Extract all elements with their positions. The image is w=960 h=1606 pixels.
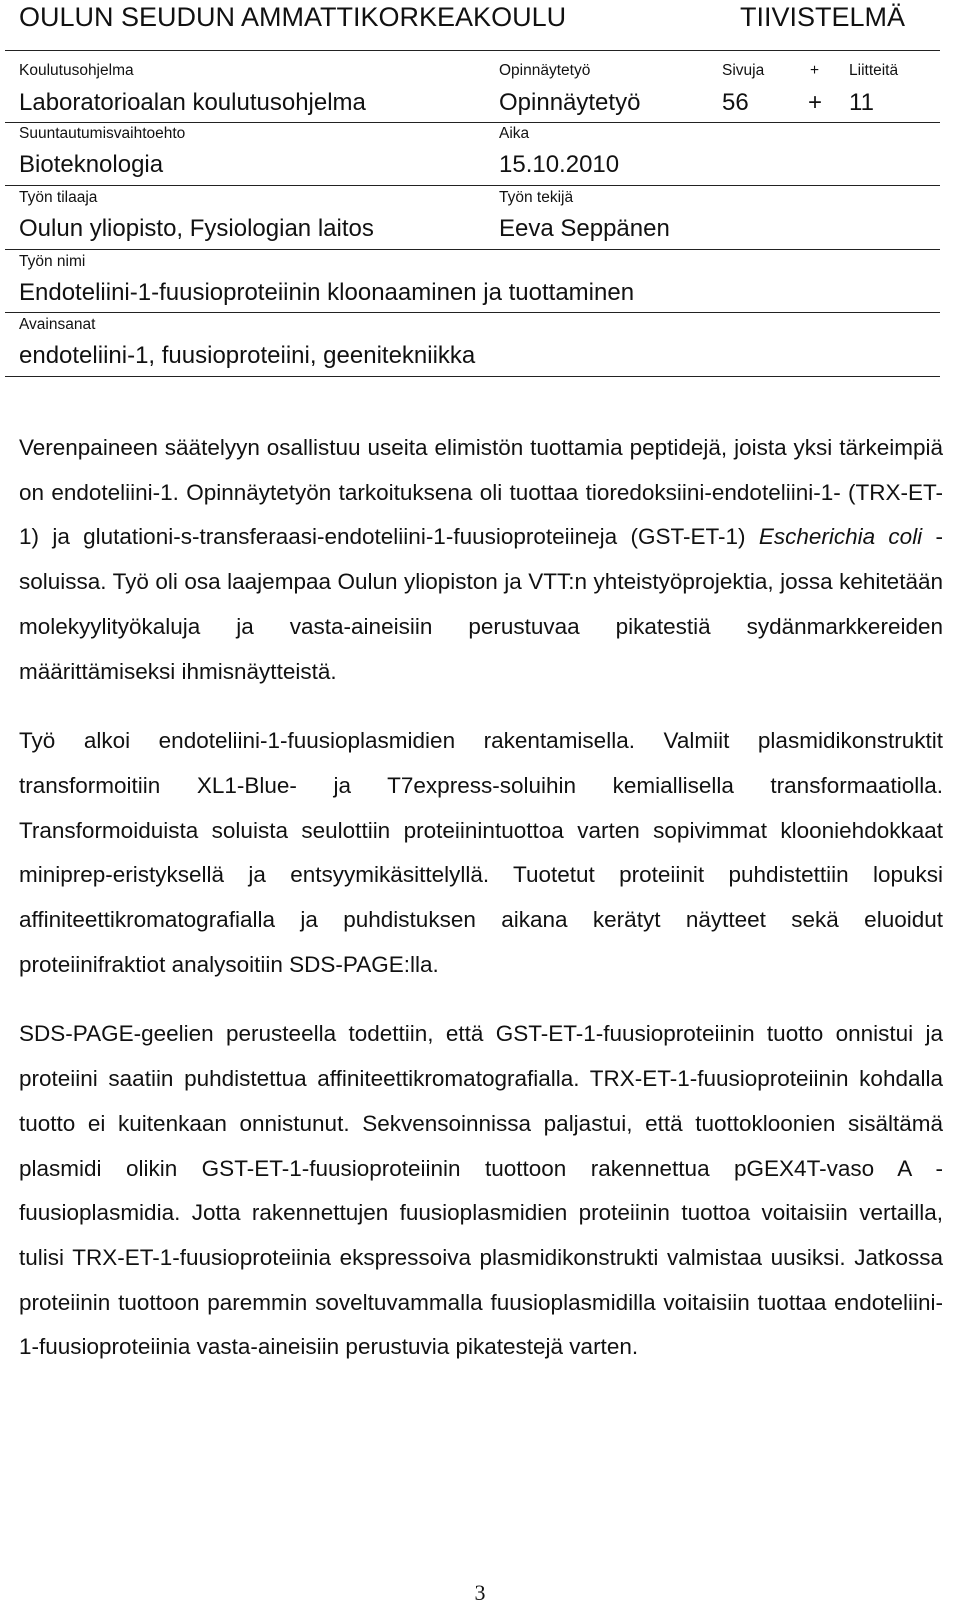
row-divider-5 (5, 376, 940, 377)
abstract-paragraph-3: SDS-PAGE-geelien perusteella todettiin, että GST-ET-1-fuusioproteiinin tuotto onnistui ja proteiini saatiin puhdistettua affiniteettikromatografialla. TRX-ET-1-fuusioproteiinin kohdalla tuotto ei kuitenkaan onnistunut. Sekvensoinnissa paljastui, että tuottokloonien sisältämä plasmidi olikin GST-ET-1-fuusioproteiinin tuottoon rakennettua pGEX4T-vaso A -fuusioplasmidia. Jotta rakennettujen fuusioplasmidien proteiinin tuottoa voitaisiin vertailla, tulisi TRX-ET-1-fuusioproteiinia ekspressoiva plasmidikonstrukti valmistaa uusiksi. Jatkossa proteiinin tuottoon paremmin soveltuvammalla fuusioplasmidilla voitaisiin tuottaa endoteliini-1-fuusioproteiinia vasta-aineisiin perustuvia pikatestejä varten. (19, 1021, 943, 1360)
row-divider-1 (5, 122, 940, 123)
client-value: Oulun yliopisto, Fysiologian laitos (19, 215, 374, 242)
species-name: Escherichia coli (758, 524, 923, 550)
pages-value: 56 (722, 89, 749, 116)
row-divider-2 (5, 185, 940, 186)
row-divider-3 (5, 249, 940, 250)
specialization-label: Suuntautumisvaihtoehto (19, 125, 186, 142)
abstract-body (19, 426, 943, 1370)
page-number: 3 (474, 1580, 486, 1605)
row-divider-4 (5, 312, 940, 313)
time-value: 15.10.2010 (499, 151, 620, 178)
title-value: Endoteliini-1-fuusioproteiinin kloonaaminen ja tuottaminen (19, 279, 635, 306)
attachments-value: 11 (849, 89, 874, 116)
document-type: TIIVISTELMÄ (740, 2, 906, 32)
thesis-label: Opinnäytetyö (499, 62, 591, 79)
program-value: Laboratorioalan koulutusohjelma (19, 89, 366, 116)
header-divider (5, 50, 940, 51)
keywords-label: Avainsanat (19, 316, 96, 333)
institution-name: OULUN SEUDUN AMMATTIKORKEAKOULU (19, 2, 567, 32)
abstract-paragraph-1 (19, 426, 943, 694)
program-label: Koulutusohjelma (19, 62, 134, 79)
client-label: Työn tilaaja (19, 189, 98, 206)
abstract-p1-text-a: Verenpaineen säätelyyn osallistuu useita elimistön tuottamia peptidejä, joista yksi tärkeimpiä on endoteliini-1. Opinnäytetyön tarkoituksena oli tuottaa tioredoksiini-endoteliini-1- (TRX-ET-1) ja glutationi-s-transferaasi-endoteliini-1-fuusioproteiineja (GST-ET-1) (19, 435, 943, 550)
pages-label: Sivuja (722, 62, 765, 79)
title-label: Työn nimi (19, 253, 86, 270)
abstract-p1-text-b: -soluissa. Työ oli osa laajempaa Oulun yliopiston ja VTT:n yhteistyöprojektia, jossa kehitetään molekyylityökaluja ja vasta-aineisiin perustuvaa pikatestiä sydänmarkkereiden määrittämiseksi ihmisnäytteistä. (19, 524, 943, 684)
specialization-value: Bioteknologia (19, 151, 164, 178)
abstract-paragraph-2: Työ alkoi endoteliini-1-fuusioplasmidien rakentamisella. Valmiit plasmidikonstruktit transformoitiin XL1-Blue- ja T7express-soluihin kemiallisella transformaatiolla. Transformoiduista soluista seulottiin proteiinintuottoa varten sopivimmat klooniehdokkaat miniprep-eristyksellä ja entsyymikäsittelyllä. Tuotetut proteiinit puhdistettiin lopuksi affiniteettikromatografialla ja puhdistuksen aikana kerätyt näytteet sekä eluoidut proteiinifraktiot analysoitiin SDS-PAGE:lla. (19, 728, 943, 977)
attachments-label: Liitteitä (849, 62, 899, 79)
thesis-value: Opinnäytetyö (499, 89, 641, 116)
plus-value: + (808, 89, 823, 116)
plus-label: + (810, 62, 820, 79)
time-label: Aika (499, 125, 530, 142)
keywords-value: endoteliini-1, fuusioproteiini, geenitekniikka (19, 342, 476, 369)
author-label: Työn tekijä (499, 189, 574, 206)
author-value: Eeva Seppänen (499, 215, 670, 242)
